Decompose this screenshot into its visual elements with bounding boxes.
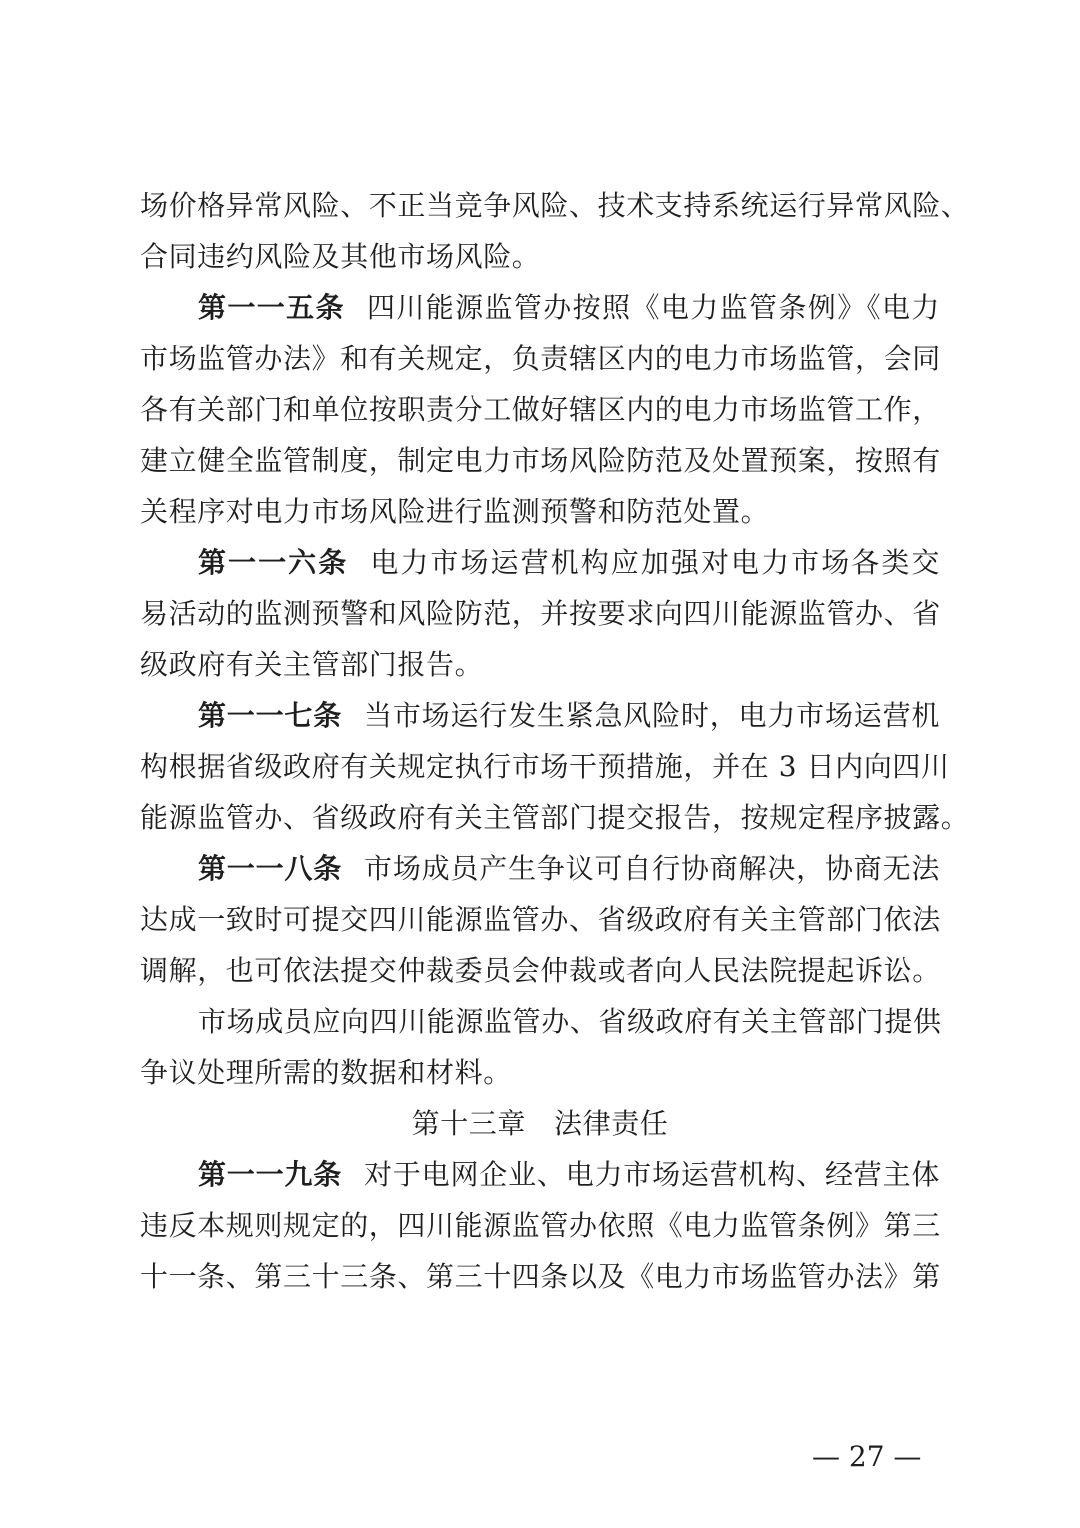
text-line: 能源监管办、省级政府有关主管部门提交报告，按规定程序披露。	[140, 801, 970, 834]
article-117-first-line	[140, 690, 940, 741]
text-line: 调解，也可依法提交仲裁委员会仲裁或者向人民法院提起诉讼。	[140, 954, 941, 987]
article-text: 对于电网企业、电力市场运营机构、经营主体	[364, 1158, 940, 1191]
chapter-heading	[140, 1098, 940, 1149]
page-number: — 27 —	[812, 1440, 922, 1473]
text-line: 合同违约风险及其他市场风险。	[140, 240, 541, 273]
text-line: 违反本规则规定的，四川能源监管办依照《电力监管条例》第三	[140, 1209, 941, 1242]
paragraph-first-line: 市场成员应向四川能源监管办、省级政府有关主管部门提供	[198, 1005, 942, 1038]
article-text: 电力市场运营机构应加强对电力市场各类交	[370, 546, 940, 579]
chapter-number: 第十三章	[411, 1107, 526, 1140]
text-line: 达成一致时可提交四川能源监管办、省级政府有关主管部门依法	[140, 903, 941, 936]
article-heading: 第一一六条	[198, 546, 349, 579]
text-line: 各有关部门和单位按职责分工做好辖区内的电力市场监管工作，	[140, 393, 941, 426]
text-line: 十一条、第三十三条、第三十四条以及《电力市场监管办法》第	[140, 1260, 941, 1293]
text-line: 场价格异常风险、不正当竞争风险、技术支持系统运行异常风险、	[140, 189, 970, 222]
article-118-first-line	[140, 843, 940, 894]
text-line: 构根据省级政府有关规定执行市场干预措施，并在 3 日内向四川	[140, 750, 950, 783]
text-line: 市场监管办法》和有关规定，负责辖区内的电力市场监管，会同	[140, 342, 941, 375]
article-119-first-line	[140, 1149, 940, 1200]
article-heading: 第一一七条	[198, 699, 343, 732]
text-line: 建立健全监管制度，制定电力市场风险防范及处置预案，按照有	[140, 444, 941, 477]
text-line: 关程序对电力市场风险进行监测预警和防范处置。	[140, 495, 770, 528]
article-heading: 第一一八条	[198, 852, 343, 885]
chapter-title: 法律责任	[554, 1107, 669, 1140]
text-line: 争议处理所需的数据和材料。	[140, 1056, 512, 1089]
article-text: 市场成员产生争议可自行协商解决，协商无法	[364, 852, 940, 885]
article-heading: 第一一五条	[198, 291, 345, 324]
article-115-first-line	[140, 282, 940, 333]
body-text	[140, 180, 970, 1302]
article-text: 当市场运行发生紧急风险时，电力市场运营机	[364, 699, 940, 732]
article-text: 四川能源监管办按照《电力监管条例》《电力	[366, 291, 940, 324]
text-line: 易活动的监测预警和风险防范，并按要求向四川能源监管办、省	[140, 597, 941, 630]
text-line: 级政府有关主管部门报告。	[140, 648, 484, 681]
article-116-first-line	[140, 537, 940, 588]
article-heading: 第一一九条	[198, 1158, 343, 1191]
